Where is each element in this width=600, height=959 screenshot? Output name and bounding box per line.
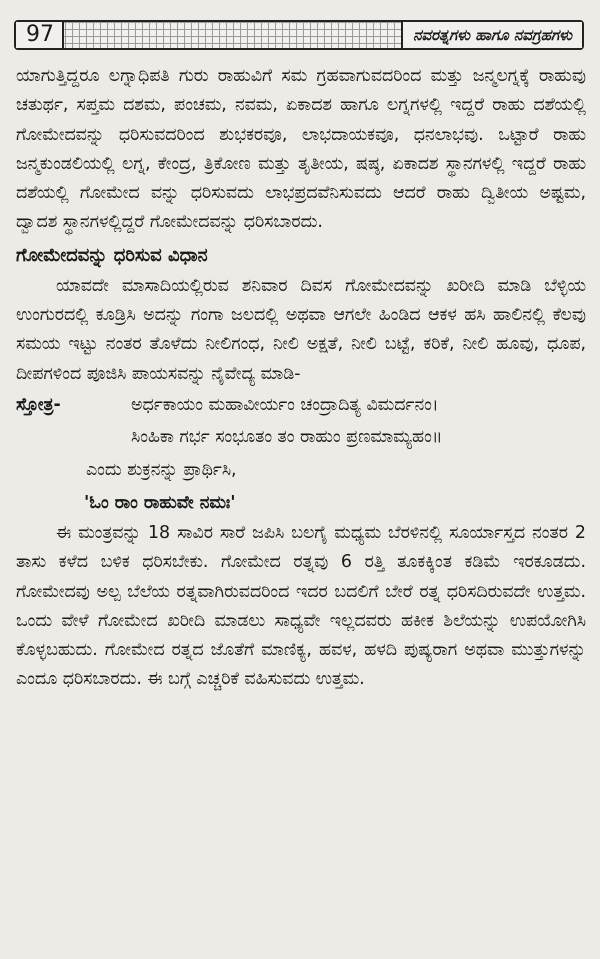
mantra-line: 'ಓಂ ರಾಂ ರಾಹುವೇ ನಮಃ' xyxy=(84,492,236,513)
running-title: ನವರತ್ನಗಳು ಹಾಗೂ ನವಗ್ರಹಗಳು xyxy=(401,22,582,48)
page-number: 97 xyxy=(16,22,64,48)
page-body xyxy=(16,62,586,695)
stotra-label: ಸ್ತೋತ್ರ- xyxy=(16,394,61,415)
section-heading: ಗೋಮೇದವನ್ನು ಧರಿಸುವ ವಿಧಾನ xyxy=(16,244,208,266)
stotra-verse xyxy=(131,389,586,453)
stotra-line-1: ಅರ್ಧಕಾಯಂ ಮಹಾವೀರ್ಯಂ ಚಂದ್ರಾದಿತ್ಯ ವಿಮರ್ದನಂ। xyxy=(131,394,439,415)
paragraph-3: ಈ ಮಂತ್ರವನ್ನು 18 ಸಾವಿರ ಸಾರೆ ಜಪಿಸಿ ಬಲಗೈ ಮಧ್ಯಮ ಬೆರಳಿನಲ್ಲಿ ಸೂರ್ಯಾಸ್ತದ ನಂತರ 2 ತಾಸು ಕಳೆದ ಬಳಿಕ ಧರಿಸಬೇಕು. ಗೋಮೇದ ರತ್ನವು 6 ರತ್ತಿ ತೂಕಕ್ಕಿಂತ ಕಡಿಮೆ ಇರಕೂಡದು. ಗೋಮೇದವು ಅಲ್ಪ ಬೆಲೆಯ ರತ್ನವಾಗಿರುವದರಿಂದ ಇದರ ಬದಲಿಗೆ ಬೇರೆ ರತ್ನ ಧರಿಸದಿರುವದೇ ಉತ್ತಮ. ಒಂದು ವೇಳೆ ಗೋಮೇದ ಖರೀದಿ ಮಾಡಲು ಸಾಧ್ಯವೇ ಇಲ್ಲದವರು ಹಕೀಕ ಶಿಲೆಯನ್ನು ಉಪಯೋಗಿಸಿ ಕೊಳ್ಳಬಹುದು. ಗೋಮೇದ ರತ್ನದ ಜೊತೆಗೆ ಮಾಣಿಕ್ಯ, ಹವಳ, ಹಳದಿ ಪುಷ್ಯರಾಗ ಅಥವಾ ಮುತ್ತುಗಳನ್ನು ಎಂದೂ ಧರಿಸಬಾರದು. ಈ ಬಗ್ಗೆ ಎಚ್ಚರಿಕೆ ವಹಿಸುವದು ಉತ್ತಮ. xyxy=(16,522,586,690)
prayer-line: ಎಂದು ಶುಕ್ರನನ್ನು ಪ್ರಾರ್ಥಿಸಿ, xyxy=(86,459,237,480)
stotra-block xyxy=(16,389,586,453)
stotra-line-2: ಸಿಂಹಿಕಾ ಗರ್ಭ ಸಂಭೂತಂ ತಂ ರಾಹುಂ ಪ್ರಣಮಾಮ್ಯಹಂ॥ xyxy=(131,426,443,447)
page-header xyxy=(14,20,584,50)
paragraph-2: ಯಾವದೇ ಮಾಸಾದಿಯಲ್ಲಿರುವ ಶನಿವಾರ ದಿವಸ ಗೋಮೇದವನ್ನು ಖರೀದಿ ಮಾಡಿ ಬೆಳ್ಳಿಯ ಉಂಗುರದಲ್ಲಿ ಕೂಡ್ರಿಸಿ ಅದನ್ನು ಗಂಗಾ ಜಲದಲ್ಲಿ ಅಥವಾ ಆಗಲೇ ಹಿಂಡಿದ ಆಕಳ ಹಸಿ ಹಾಲಿನಲ್ಲಿ ಕೆಲವು ಸಮಯ ಇಟ್ಟು ನಂತರ ತೊಳೆದು ನೀಲಿಗಂಧ, ನೀಲಿ ಅಕ್ಷತೆ, ನೀಲಿ ಬಟ್ಟೆ, ಕರಿಕೆ, ನೀಲಿ ಹೂವು, ಧೂಪ, ದೀಪಗಳಿಂದ ಪೂಜಿಸಿ ಪಾಯಸವನ್ನು ನೈವೇದ್ಯ ಮಾಡಿ- xyxy=(16,275,586,384)
header-grid-decoration xyxy=(64,22,401,48)
paragraph-1: ಯಾಗುತ್ತಿದ್ದರೂ ಲಗ್ನಾಧಿಪತಿ ಗುರು ರಾಹುವಿಗೆ ಸಮ ಗ್ರಹವಾಗುವದರಿಂದ ಮತ್ತು ಜನ್ಮಲಗ್ನಕ್ಕೆ ರಾಹುವು ಚತುರ್ಥ, ಸಪ್ತಮ ದಶಮ, ಪಂಚಮ, ನವಮ, ಏಕಾದಶ ಹಾಗೂ ಲಗ್ನಗಳಲ್ಲಿ ಇದ್ದರೆ ರಾಹು ದಶೆಯಲ್ಲಿ ಗೋಮೇದವನ್ನು ಧರಿಸುವದರಿಂದ ಶುಭಕರವೂ, ಲಾಭದಾಯಕವೂ, ಧನಲಾಭವು. ಒಟ್ಟಾರೆ ರಾಹು ಜನ್ಮಕುಂಡಲಿಯಲ್ಲಿ ಲಗ್ನ, ಕೇಂದ್ರ, ತ್ರಿಕೋಣ ಮತ್ತು ತೃತೀಯ, ಷಷ್ಠ, ಏಕಾದಶ ಸ್ಥಾನಗಳಲ್ಲಿ ಇದ್ದರೆ ರಾಹು ದಶೆಯಲ್ಲಿ ಗೋಮೇದ ವನ್ನು ಧರಿಸುವದು ಲಾಭಪ್ರದವೆನಿಸುವದು ಆದರೆ ರಾಹು ದ್ವಿತೀಯ ಅಷ್ಟಮ, ದ್ವಾದಶ ಸ್ಥಾನಗಳಲ್ಲಿದ್ದರೆ ಗೋಮೇದವನ್ನು ಧರಿಸಬಾರದು. xyxy=(16,66,586,233)
